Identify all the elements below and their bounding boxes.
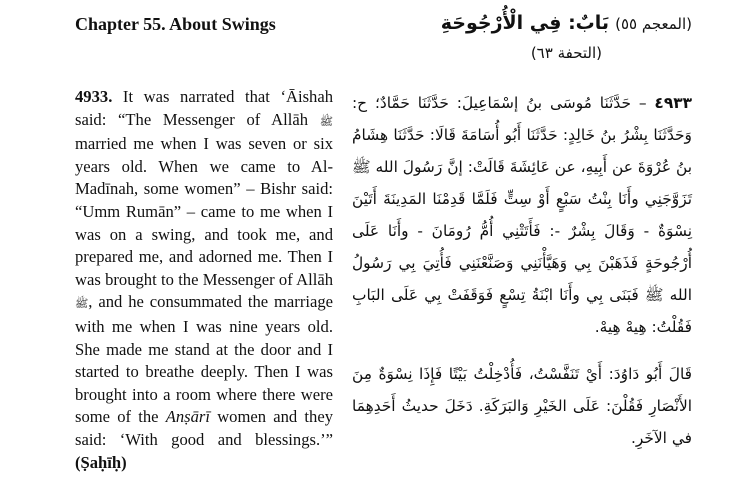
arabic-chapter-heading — [352, 8, 692, 39]
arabic-hadith — [352, 87, 692, 343]
hadith-number: 4933. — [75, 87, 113, 106]
arabic-column — [352, 8, 692, 470]
arabic-tuhfa-ref: (التحفة ٦٣) — [530, 44, 602, 62]
hadith-text-part-4: women and they said: ‘With good and blessings.’” — [75, 407, 333, 449]
ansari-word: Anṣārī — [165, 407, 210, 427]
chapter-title: Chapter 55. About Swings — [75, 14, 276, 34]
hadith-translation — [75, 86, 333, 474]
arabic-hadith-text: – حَدَّثَنَا مُوسَى بنُ إسْمَاعِيلَ: حَدَّثَنَا حَمَّادٌ؛ ح: وَحَدَّثَنَا بِشْرُ بنُ خَالِدٍ: حَدَّثَنَا أَبُو أُسَامَةَ قَالَا: حَدَّثَنَا هِشَامُ بنُ عُرْوَةَ عن أَبِيهِ، عن عَائِشَةَ قَالَتْ: إنَّ رَسُولَ الله ﷺ تَزَوَّجَنِي وأَنَا بِنْتُ سَبْعٍ أَوْ سِتٍّ فَلَمَّا قَدِمْنَا المَدِينَةَ أَتَيْنَ نِسْوَةٌ - وَقَالَ بِشْرٌ -: فَأَتَتْنِي أُمُّ رُومَانَ - وأَنَا عَلَى أُرْجُوحَةٍ فَذَهَبْنَ بِي وَهَيَّأْنَنِي وَصَنَّعْنَنِي فَأُتِيَ بِي رَسُولُ الله ﷺ فَبَنَى بِي وأَنَا ابْنَةُ تِسْعٍ فَوَقَفَتْ بِي عَلَى البَابِ فَقُلْتُ: هِيهْ هِيهْ. — [352, 94, 692, 336]
hadith-grade: (Ṣaḥīḥ) — [75, 452, 127, 472]
hadith-text-part-3: , and he consummated the marriage with me when I was nine years old. She made me stand at the door and I started to breathe deeply. Then I was brought into a room where there were some of the — [75, 292, 333, 427]
salutation-symbol-1: ﷺ — [319, 114, 333, 128]
arabic-abu-dawud-note: قَالَ أَبُو دَاوُدَ: أَيْ تَنَفَّسْتُ، فَأُدْخِلْتُ بَيْتًا فَإِذَا نِسْوَةٌ مِنَ الأَنْصَارِ فَقُلْنَ: عَلَى الخَيْرِ وَالبَرَكَةِ. دَخَلَ حديثُ أَحَدِهِمَا في الآخَرِ. — [352, 365, 692, 448]
arabic-chapter-title: بَابٌ: فِي الْأُرْجُوحَةِ — [440, 12, 610, 34]
arabic-hadith-number: ٤٩٣٣ — [654, 94, 692, 112]
salutation-symbol-2: ﷺ — [75, 297, 89, 311]
arabic-chapter-ref: (المعجم ٥٥) — [615, 15, 692, 33]
english-column — [75, 12, 333, 491]
hadith-text-part-1: It was narrated that ‘Āishah said: “The Messenger of Allāh — [75, 87, 333, 129]
hadith-text-part-2: married me when I was seven or six years old. When we came to Al-Madīnah, some women” – Bishr said: “Umm Rumān” – came to me when I was on a swing, and took me, and prepared me, and adorned me. Then I was brought to the Messenger of Allāh — [75, 134, 333, 289]
